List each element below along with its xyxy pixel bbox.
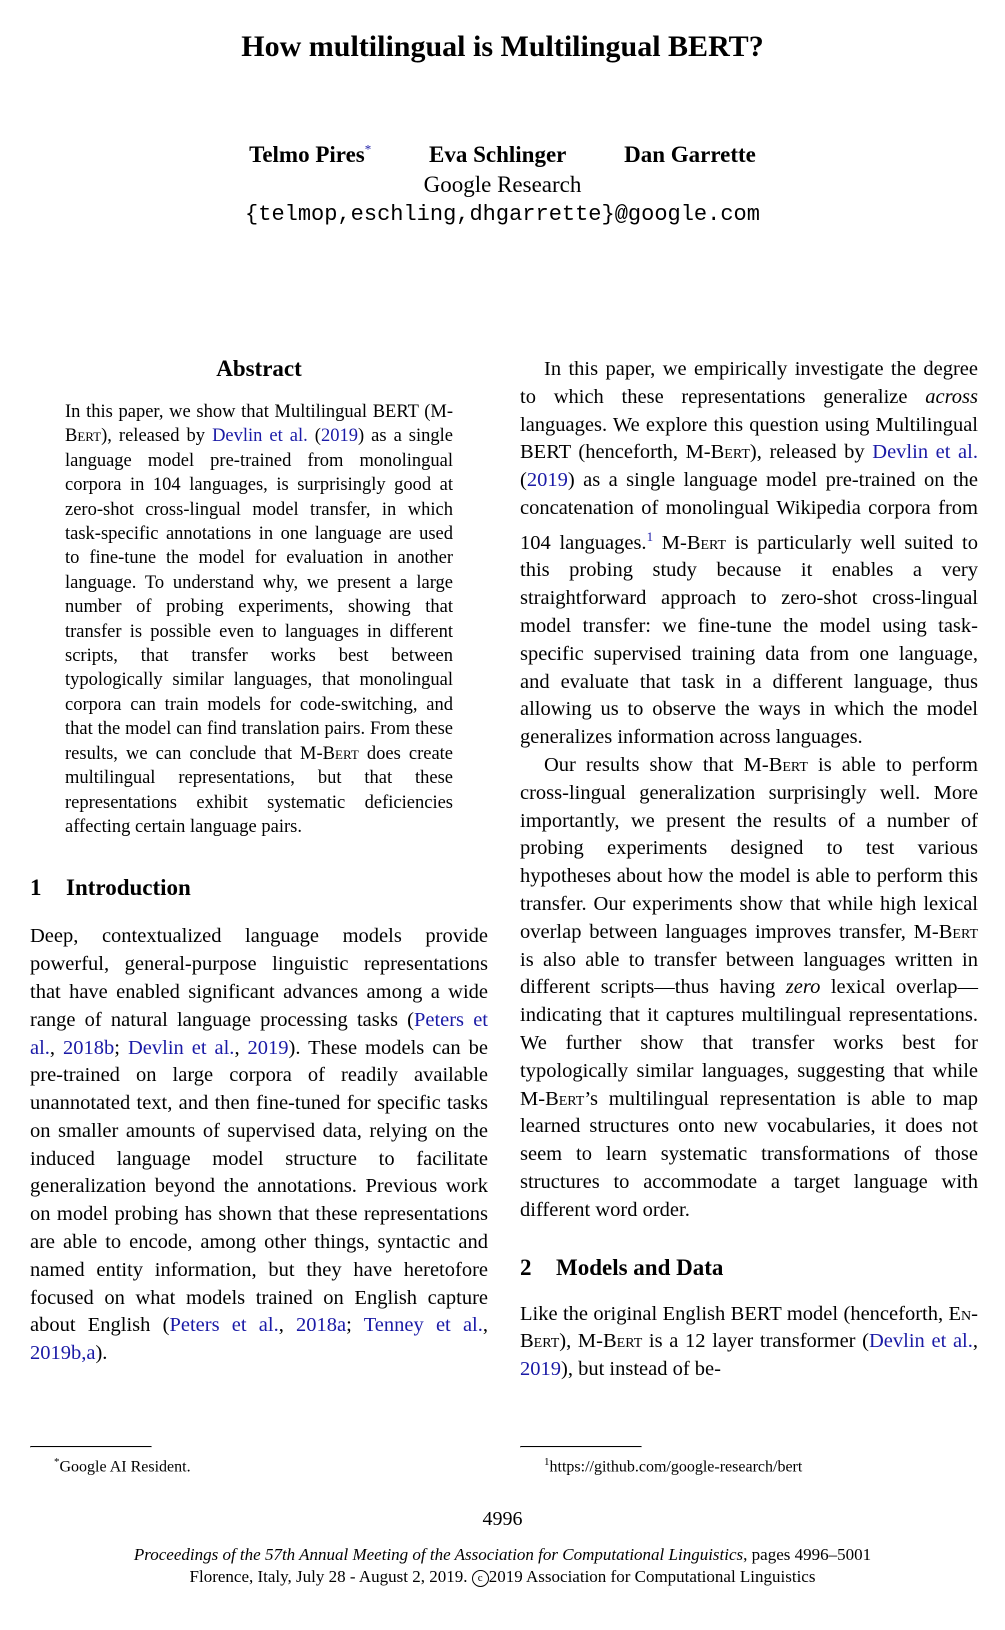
- citation-year-link[interactable]: 2019b,a: [30, 1342, 96, 1365]
- author-name: Eva Schlinger: [428, 141, 567, 167]
- citation-link[interactable]: Peters et al.: [30, 1008, 488, 1059]
- author-names: [0, 134, 1005, 170]
- abstract-text: In this paper, we show that Multilingual BERT (M-Bert), released by Devlin et al. (2019) as a single language model pre-trained from monolingual corpora in 104 languages, is surprisingly good at zero-shot cross-lingual model transfer, in which task-specific annotations in one language are used to fine-tune the model for evaluation in another language. To understand why, we present a large number of probing experiments, showing that transfer is possible even to languages in different scripts, that transfer works best between typologically similar languages, that monolingual corpora can train models for code-switching, and that the model can find translation pairs. From these results, we can conclude that M-Bert does create multilingual representations, but that these representations exhibit systematic deficiencies affecting certain language pairs.: [65, 402, 454, 837]
- footnote-rule: [30, 1446, 152, 1448]
- section-heading: 1 Introduction: [30, 875, 191, 901]
- citation-year-link[interactable]: 2019: [247, 1036, 289, 1059]
- right-footnote: [520, 1446, 978, 1477]
- left-column: [30, 356, 488, 1368]
- citation-year-link[interactable]: 2019: [520, 1358, 561, 1381]
- body-paragraph: In this paper, we empirically investigate the degree to which these representations generalize across languages. We explore this question using Multilingual BERT (henceforth, M-Bert), released by Devlin et al. (2019) as a single language model pre-trained on the concatenation of monolingual Wikipedia corpora from 104 languages.$^1$ M-Bert is particularly well suited to this probing study because it enables a very straightforward approach to zero-shot cross-lingual model transfer: we fine-tune the model using task-specific supervised training data from one language, and evaluate that task in a different language, thus allowing us to observe the ways in which the model generalizes information across languages.: [520, 358, 978, 749]
- footnote-marker[interactable]: 1: [646, 528, 654, 544]
- citation-link[interactable]: Tenney et al.: [363, 1314, 483, 1337]
- citation-year-link[interactable]: 2018a: [296, 1314, 347, 1337]
- proceedings-footer: Proceedings of the 57th Annual Meeting of the Association for Computational Linguistics, pages 4996–5001 Florence, Italy, July 28 - August 2, 2019. c 2019 Association for Computational Linguistics: [133, 1545, 872, 1586]
- affiliation: Google Research: [423, 171, 582, 197]
- author-name: Dan Garrette: [624, 141, 756, 167]
- citation-link[interactable]: Devlin et al.: [212, 426, 308, 447]
- citation-year-link[interactable]: 2018b: [63, 1036, 115, 1059]
- footnote-text: $^1$https://github.com/google-research/bert: [544, 1456, 803, 1476]
- citation-link[interactable]: Devlin et al.: [127, 1036, 235, 1059]
- paper-title: How multilingual is Multilingual BERT?: [241, 30, 764, 63]
- abstract-heading: Abstract: [216, 356, 302, 381]
- left-footnote: [30, 1446, 488, 1477]
- citation-link[interactable]: Devlin et al.: [872, 441, 978, 464]
- copyright-icon: c: [472, 1570, 489, 1587]
- author-email: {telmop,eschling,dhgarrette}@google.com: [245, 201, 760, 227]
- citation-link[interactable]: Devlin et al.: [869, 1330, 973, 1353]
- citation-year-link[interactable]: 2019: [320, 426, 358, 447]
- footnote-marker[interactable]: *: [364, 141, 372, 156]
- right-column: [520, 356, 978, 1384]
- author-block: [0, 134, 1005, 230]
- intro-paragraph: Deep, contextualized language models provide powerful, general-purpose linguistic representations that have enabled significant advances among a wide range of natural language processing tasks (Peters et al., 2018b; Devlin et al., 2019). These models can be pre-trained on large corpora of readily available unannotated text, and then fine-tuned for specific tasks on smaller amounts of supervised data, relying on the induced language model structure to facilitate generalization beyond the annotations. Previous work on model probing has shown that these representations are able to encode, among other things, syntactic and named entity information, but they have heretofore focused on what models trained on English capture about English (Peters et al., 2018a; Tenney et al., 2019b,a).: [30, 925, 489, 1365]
- section-heading: 2 Models and Data: [520, 1254, 724, 1280]
- citation-year-link[interactable]: 2019: [526, 469, 568, 492]
- author-name: Telmo Pires*: [249, 141, 372, 167]
- body-paragraph: Our results show that M-Bert is able to perform cross-lingual generalization surprisingly well. More importantly, we present the results of a number of probing experiments designed to test various hypotheses about how the model is able to perform this transfer. Our experiments show that while high lexical overlap between languages improves transfer, M-Bert is also able to transfer between languages written in different scripts—thus having zero lexical overlap—indicating that it captures multilingual representations. We further show that transfer works best for typologically similar languages, suggesting that while M-Bert’s multilingual representation is able to map learned structures onto new vocabularies, it does not seem to learn systematic transformations of those structures to accommodate a target language with different word order.: [520, 753, 978, 1221]
- page-number: 4996: [482, 1508, 523, 1530]
- body-paragraph: Like the original English BERT model (henceforth, En-Bert), M-Bert is a 12 layer transformer (Devlin et al., 2019), but instead of be-: [520, 1302, 978, 1381]
- footnote-rule: [520, 1446, 642, 1448]
- citation-link[interactable]: Peters et al.: [169, 1314, 279, 1337]
- footnote-text: *Google AI Resident.: [54, 1456, 191, 1476]
